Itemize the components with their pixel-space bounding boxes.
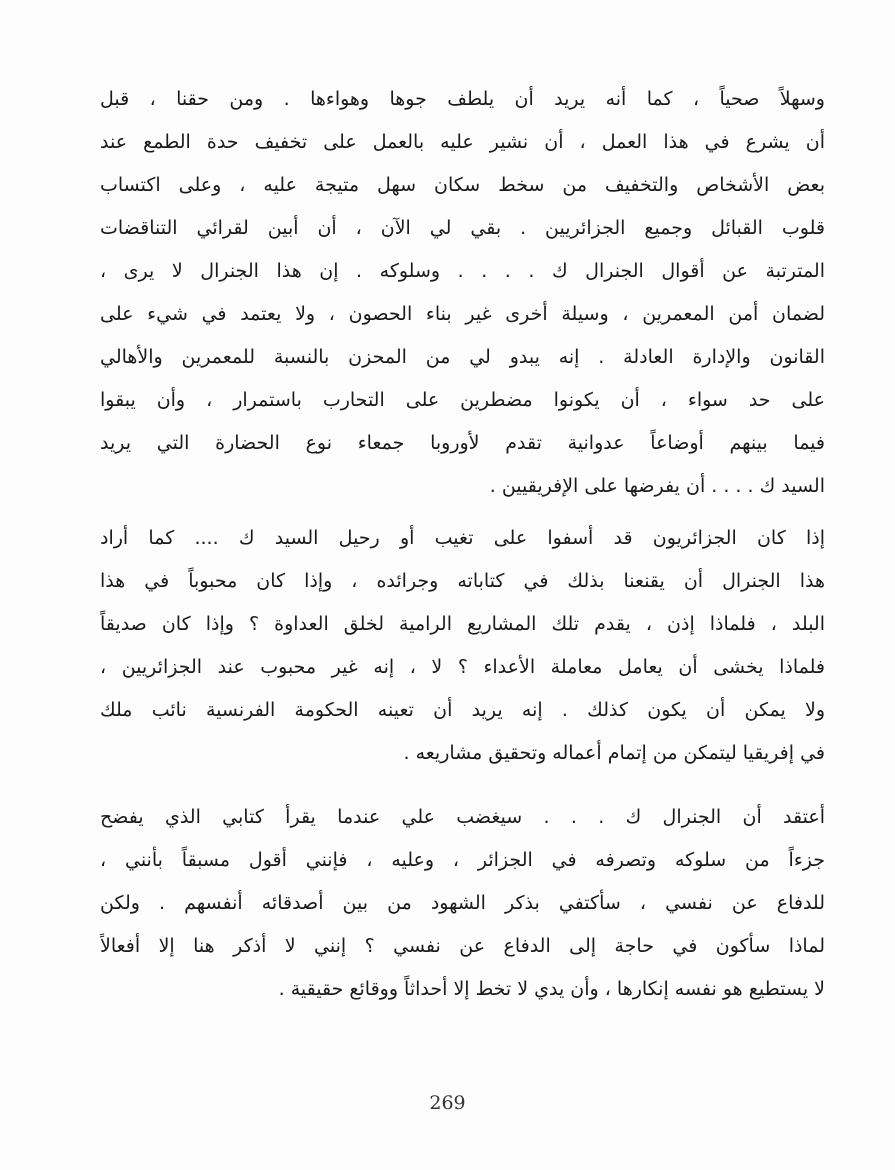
text-line: ولا يمكن أن يكون كذلك . إنه يريد أن تعينه الحكومة الفرنسية نائب ملك <box>100 699 825 721</box>
text-line: بعض الأشخاص والتخفيف من سخط سكان سهل متيجة عليه ، وعلى اكتساب <box>100 174 825 196</box>
text-line: فلماذا يخشى أن يعامل معاملة الأعداء ؟ لا ، إنه غير محبوب عند الجزائريين ، <box>100 656 825 678</box>
text-line: وسهلاً صحياً ، كما أنه يريد أن يلطف جوها وهواءها . ومن حقنا ، قبل <box>100 88 825 110</box>
text-line: المترتبة عن أقوال الجنرال ك . . . . وسلوكه . إن هذا الجنرال لا يرى ، <box>100 260 825 282</box>
paragraph-2 <box>100 517 825 775</box>
text-line: قلوب القبائل وجميع الجزائريين . بقي لي الآن ، أن أبين لقرائي التناقضات <box>100 217 825 239</box>
text-line: في إفريقيا ليتمكن من إتمام أعماله وتحقيق مشاريعه . <box>403 742 825 764</box>
text-line: للدفاع عن نفسي ، سأكتفي بذكر الشهود من بين أصدقائه أنفسهم . ولكن <box>100 892 825 914</box>
text-line: لضمان أمن المعمرين ، وسيلة أخرى غير بناء الحصون ، ولا يعتمد في شيء على <box>100 303 825 325</box>
text-line: إذا كان الجزائريون قد أسفوا على تغيب أو رحيل السيد ك .... كما أراد <box>100 527 825 549</box>
page-number: 269 <box>429 1092 466 1114</box>
text-line: على حد سواء ، أن يكونوا مضطرين على التحارب باستمرار ، وأن يبقوا <box>100 389 825 411</box>
text-line: لا يستطيع هو نفسه إنكارها ، وأن يدي لا تخط إلا أحداثاً ووقائع حقيقية . <box>278 978 825 1000</box>
paragraph-1 <box>100 78 825 508</box>
text-line: القانون والإدارة العادلة . إنه يبدو لي من المحزن بالنسبة للمعمرين والأهالي <box>100 346 825 368</box>
text-line: جزءاً من سلوكه وتصرفه في الجزائر ، وعليه ، فإنني أقول مسبقاً بأنني ، <box>100 849 825 871</box>
text-line: هذا الجنرال أن يقنعنا بذلك في كتاباته وجرائده ، وإذا كان محبوباً في هذا <box>100 570 825 592</box>
text-line: البلد ، فلماذا إذن ، يقدم تلك المشاريع الرامية لخلق العداوة ؟ وإذا كان صديقاً <box>100 613 825 635</box>
text-line: أن يشرع في هذا العمل ، أن نشير عليه بالعمل على تخفيف حدة الطمع عند <box>100 131 825 153</box>
text-line: السيد ك . . . . أن يفرضها على الإفريقيين . <box>489 475 825 497</box>
text-line: فيما بينهم أوضاعاً عدوانية تقدم لأوروبا جمعاء نوع الحضارة التي يريد <box>100 432 825 454</box>
paragraph-3 <box>100 796 825 1011</box>
text-line: لماذا سأكون في حاجة إلى الدفاع عن نفسي ؟ إنني لا أذكر هنا إلا أفعالاً <box>100 935 825 957</box>
text-line: أعتقد أن الجنرال ك . . . سيغضب علي عندما يقرأ كتابي الذي يفضح <box>100 806 825 828</box>
